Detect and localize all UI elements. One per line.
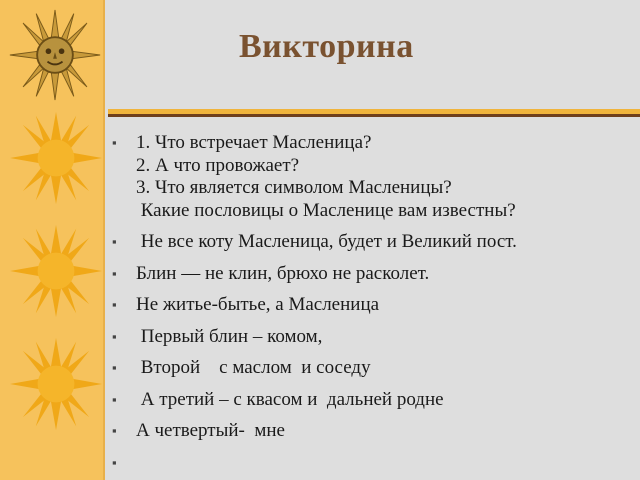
title-underline bbox=[108, 109, 640, 118]
list-item bbox=[110, 263, 635, 286]
item-text: Какие пословицы о Масленице вам известны? bbox=[136, 199, 516, 221]
bullet-marker: ▪ bbox=[112, 265, 117, 281]
item-text: 1. Что встречает Масленица? bbox=[136, 132, 372, 153]
bullet-marker: ▪ bbox=[112, 423, 117, 438]
list-item bbox=[110, 294, 635, 317]
bullet-marker: ▪ bbox=[112, 328, 117, 344]
item-text: Первый блин – комом, bbox=[136, 325, 323, 347]
bullet-marker: ▪ bbox=[112, 391, 117, 407]
slide-title: Викторина bbox=[239, 28, 414, 65]
list-item bbox=[110, 326, 635, 349]
item-text: Блин — не клин, брюхо не расколет. bbox=[136, 262, 430, 284]
item-text: 2. А что провожает? bbox=[136, 154, 300, 176]
item-text: 3. Что является символом Масленицы? bbox=[136, 177, 452, 198]
sun-face-icon bbox=[8, 8, 102, 102]
item-text: А третий – с квасом и дальней родне bbox=[136, 388, 444, 410]
list-item bbox=[110, 420, 635, 443]
sun-icon bbox=[10, 112, 102, 204]
list-item bbox=[110, 132, 635, 222]
list-item bbox=[110, 357, 635, 380]
sun-icon bbox=[10, 338, 102, 430]
list-item bbox=[110, 231, 635, 254]
underline-dark-bar bbox=[108, 114, 640, 117]
bullet-marker: ▪ bbox=[112, 297, 117, 312]
strip-edge-divider bbox=[103, 0, 105, 480]
sun-icon bbox=[10, 225, 102, 317]
bullet-marker: ▪ bbox=[112, 454, 117, 470]
item-text: Не житье-бытье, а Масленица bbox=[136, 294, 380, 315]
bullet-list bbox=[110, 132, 635, 470]
item-text: А четвертый- мне bbox=[136, 420, 285, 441]
bullet-marker: ▪ bbox=[112, 360, 117, 375]
item-text: Второй с маслом и соседу bbox=[136, 357, 371, 378]
list-item bbox=[110, 389, 635, 412]
item-text: Не все коту Масленица, будет и Великий пост. bbox=[136, 231, 517, 252]
bullet-marker: ▪ bbox=[112, 135, 117, 150]
bullet-marker: ▪ bbox=[112, 234, 117, 249]
